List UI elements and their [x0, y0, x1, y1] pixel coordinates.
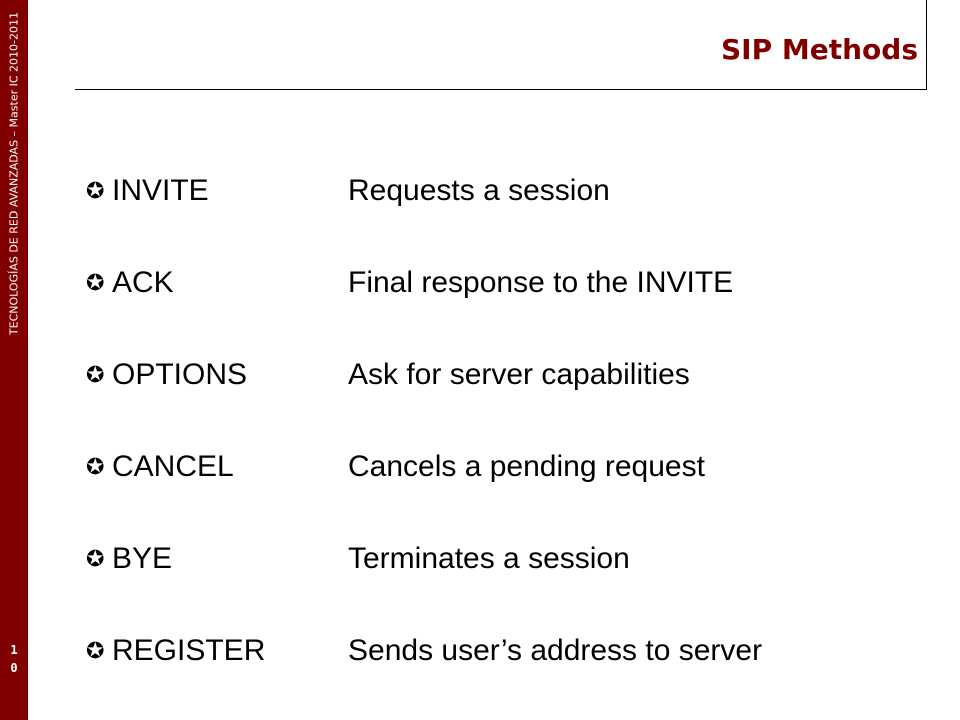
method-description: Cancels a pending request [348, 450, 705, 483]
side-bar [0, 0, 28, 720]
methods-list [86, 145, 762, 697]
method-row-bye [86, 513, 762, 605]
method-description: Final response to the INVITE [348, 266, 734, 299]
bullet-icon: ✪ [86, 638, 105, 663]
method-description: Sends user’s address to server [348, 634, 763, 667]
page-number [0, 641, 28, 677]
header-divider [75, 89, 927, 90]
method-description: Ask for server capabilities [348, 358, 690, 391]
bullet-icon: ✪ [86, 178, 105, 203]
method-name: INVITE [112, 174, 209, 207]
page-number-digit: 0 [10, 661, 18, 675]
method-description: Requests a session [348, 174, 610, 207]
method-row-register [86, 605, 762, 697]
method-name: CANCEL [112, 450, 234, 483]
course-label: TECNOLOGÍAS DE RED AVANZADAS – Master IC 2010-2011 [7, 12, 21, 336]
method-name: BYE [112, 542, 173, 575]
method-name: ACK [112, 266, 174, 299]
method-description: Terminates a session [348, 542, 630, 575]
method-row-ack [86, 237, 762, 329]
bullet-icon: ✪ [86, 454, 105, 479]
bullet-icon: ✪ [86, 546, 105, 571]
method-name: REGISTER [112, 634, 266, 667]
bullet-icon: ✪ [86, 270, 105, 295]
method-row-cancel [86, 421, 762, 513]
slide-title: SIP Methods [721, 33, 918, 66]
bullet-icon: ✪ [86, 362, 105, 387]
page-number-digit: 1 [10, 643, 18, 657]
method-row-options [86, 329, 762, 421]
header-divider-vertical [926, 0, 927, 90]
method-row-invite [86, 145, 762, 237]
method-name: OPTIONS [112, 358, 248, 391]
